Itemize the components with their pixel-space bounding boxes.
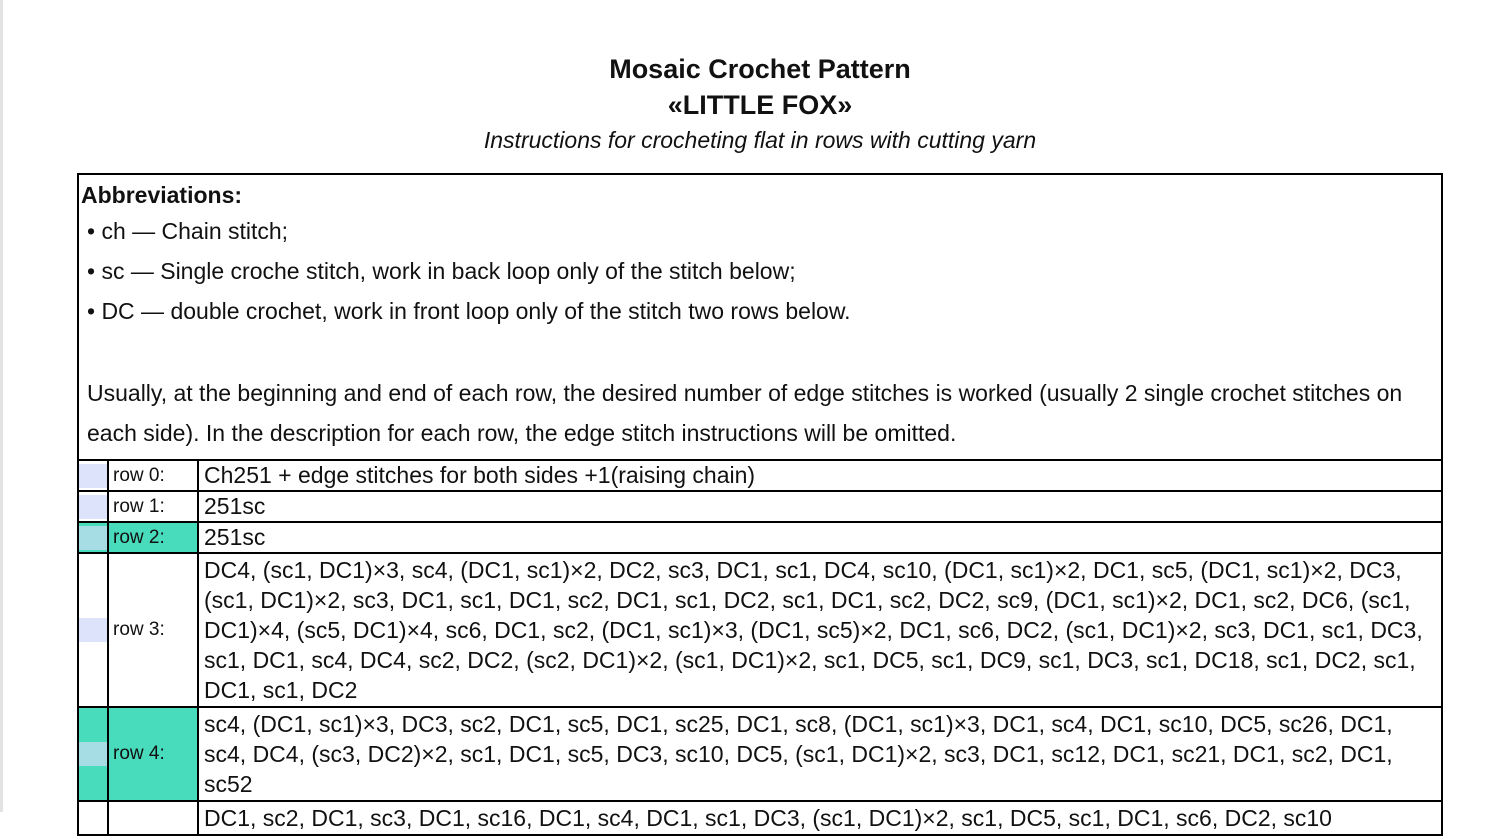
row-label [108, 801, 198, 835]
pattern-row [78, 460, 1442, 491]
row-color-swatch-cell [78, 522, 108, 553]
row-label: row 1: [108, 491, 198, 522]
row-color-swatch-cell [78, 707, 108, 801]
color-swatch [79, 464, 107, 488]
row-instructions: sc4, (DC1, sc1)×3, DC3, sc2, DC1, sc5, DC1, sc25, DC1, sc8, (DC1, sc1)×3, DC1, sc4, DC1, sc10, DC5, sc26, DC1, sc4, DC4, (sc3, DC2)×2, sc1, DC1, sc5, DC3, sc10, DC5, (sc1, DC1)×2, sc3, DC1, sc12, DC1, sc21, DC1, sc2, DC1, sc52 [198, 707, 1442, 801]
row-instructions: 251sc [198, 491, 1442, 522]
pattern-table [77, 173, 1443, 836]
row-color-swatch-cell [78, 801, 108, 835]
row-instructions: 251sc [198, 522, 1442, 553]
pattern-row [78, 707, 1442, 801]
pattern-row [78, 801, 1442, 835]
row-label: row 4: [108, 707, 198, 801]
abbreviations-heading: Abbreviations: [81, 182, 243, 208]
abbreviation-item: • ch — Chain stitch; [87, 218, 289, 244]
document-title: Mosaic Crochet Pattern [609, 54, 911, 84]
row-color-swatch-cell [78, 491, 108, 522]
row-color-swatch-cell [78, 460, 108, 491]
document-intro: Instructions for crocheting flat in rows with cutting yarn [483, 127, 1037, 153]
pattern-row [78, 522, 1442, 553]
pattern-row [78, 491, 1442, 522]
row-label: row 0: [108, 460, 198, 491]
abbreviations-note: Usually, at the beginning and end of each row, the desired number of edge stitches is worked (usually 2 single crochet stitches on each side). In the description for each row, the edge stitch instructions will be omitted. [87, 380, 1403, 446]
abbreviation-item: • DC — double crochet, work in front loop only of the stitch two rows below. [87, 298, 851, 324]
row-label: row 2: [108, 522, 198, 553]
row-instructions: Ch251 + edge stitches for both sides +1(raising chain) [198, 460, 1442, 491]
abbreviation-item: • sc — Single croche stitch, work in back loop only of the stitch below; [87, 258, 796, 284]
row-color-swatch-cell [78, 553, 108, 707]
color-swatch [79, 495, 107, 519]
abbreviations-cell [78, 174, 1442, 460]
row-label: row 3: [108, 553, 198, 707]
color-swatch [79, 526, 107, 550]
color-swatch [79, 806, 107, 830]
abbreviations-row [78, 174, 1442, 460]
row-instructions: DC1, sc2, DC1, sc3, DC1, sc16, DC1, sc4, DC1, sc1, DC3, (sc1, DC1)×2, sc1, DC5, sc1, DC1, sc6, DC2, sc10 [198, 801, 1442, 835]
document-header [0, 52, 1500, 157]
color-swatch [79, 742, 107, 766]
row-instructions: DC4, (sc1, DC1)×3, sc4, (DC1, sc1)×2, DC2, sc3, DC1, sc1, DC4, sc10, (DC1, sc1)×2, DC1, sc5, (DC1, sc1)×2, DC3, (sc1, DC1)×2, sc3, DC1, sc1, DC1, sc2, DC1, sc1, DC2, sc1, DC1, sc2, DC2, sc9, (DC1, sc1)×2, DC1, sc2, DC6, (sc1, DC1)×4, (sc5, DC1)×4, sc6, DC1, sc2, (DC1, sc1)×3, (DC1, sc5)×2, DC1, sc6, DC2, (sc1, DC1)×2, sc3, DC1, sc1, DC3, sc1, DC1, sc4, DC4, sc2, DC2, (sc2, DC1)×2, (sc1, DC1)×2, sc1, DC5, sc1, DC9, sc1, DC3, sc1, DC18, sc1, DC2, sc1, DC1, sc1, DC2 [198, 553, 1442, 707]
pattern-row [78, 553, 1442, 707]
color-swatch [79, 618, 107, 642]
document-subtitle: «LITTLE FOX» [667, 90, 853, 120]
